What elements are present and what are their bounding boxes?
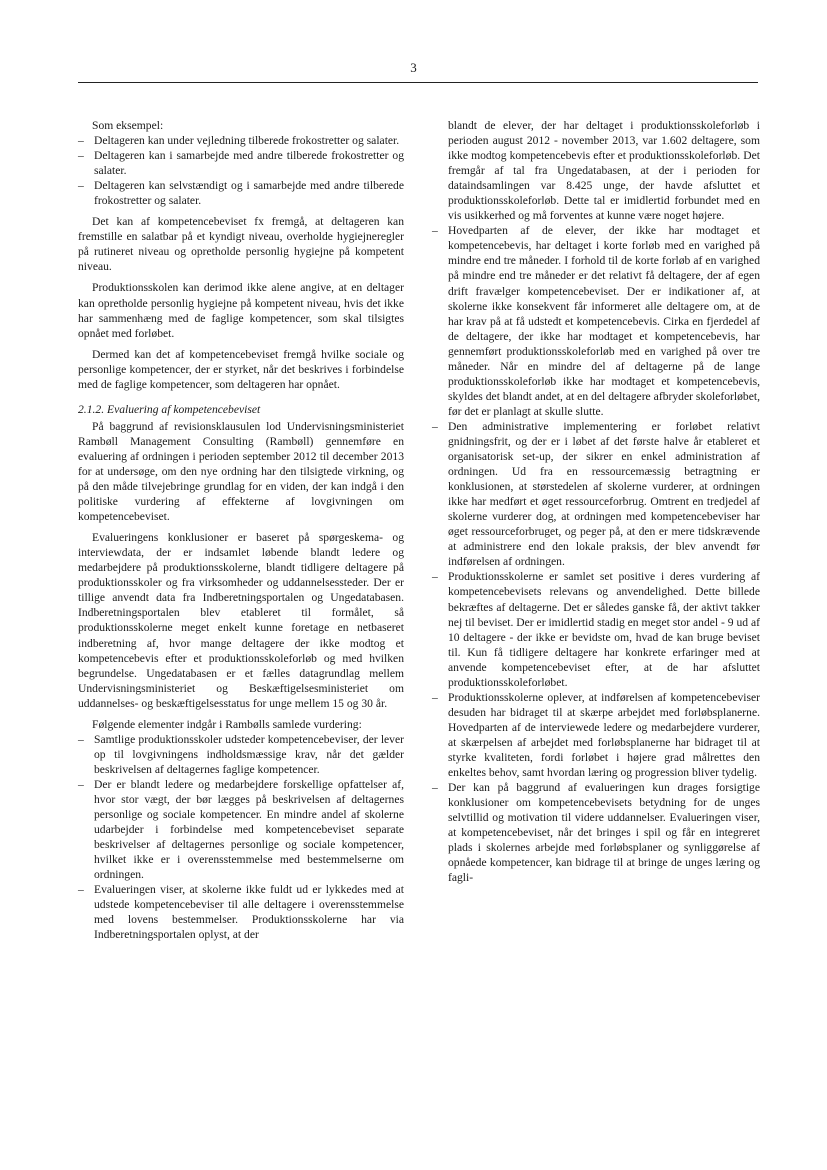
page-number: 3 (410, 60, 417, 75)
header-rule (78, 82, 758, 83)
list-item: – Produktionsskolerne oplever, at indførelsen af kompetencebeviser desuden har bidraget til at skærpe arbejdet med forløbsplanerne. Hovedparten af de interviewede ledere og medarbejdere vurderer, at skærpelsen af arbejdet med forløbsplanerne har bidraget til at styrke kvaliteten, fordi forløbet i højere grad målrettes den enkeltes behov, samt hvordan læring og progression bliver tydelig. (432, 690, 760, 780)
list-item: – Deltageren kan under vejledning tilberede frokostretter og salater. (78, 133, 404, 148)
paragraph: På baggrund af revisionsklausulen lod Undervisningsministeriet Rambøll Management Consulting (Rambøll) gennemføre en evaluering af ordningen i perioden september 2012 til december 2013 for at undersøge, om den nye ordning har den tilsigtede virkning, og på den måde tilvejebringe grundlag for en viden, der kan indgå i den politiske vurdering af effekterne af lovgivningen om kompetencebeviset. (78, 419, 404, 524)
list-item: – Den administrative implementering er forløbet relativt gnidningsfrit, og der er i løbet af det første halve år etableret et organisatorisk set-up, der sikrer en enkel administration af ordningen. Ud fra en ressourcemæssig betragtning er konklusionen, at størstedelen af skolerne vurderer, at ordningen ikke har medført et øget ressourceforbrug. Omtrent en tredjedel af skolerne vurderer dog, at ordningen med kompetencebeviser har øget ressourceforbruget, og peger på, at den er mere tidskrævende at administrere end den lokale praksis, der blev anvendt før indførelsen af ordningen. (432, 419, 760, 569)
paragraph: Dermed kan det af kompetencebeviset fremgå hvilke sociale og personlige kompetencer, der er styrket, når det beskrives i forbindelse med de faglige kompetencer, som deltageren har opnået. (78, 347, 404, 391)
paragraph: Følgende elementer indgår i Rambølls samlede vurdering: (92, 717, 362, 731)
left-column (78, 118, 404, 948)
paragraph: Det kan af kompetencebeviset fx fremgå, at deltageren kan fremstille en salatbar på et kyndigt niveau, overholde hygiejneregler på rutineret niveau og opretholde personlig hygiejne på kompetent niveau. (78, 215, 404, 274)
example-intro: Som eksempel: (92, 119, 164, 132)
example-list (78, 133, 404, 208)
findings-list-continued (432, 118, 760, 885)
findings-list (78, 732, 404, 943)
list-item: – Deltageren kan selvstændigt og i samarbejde med andre tilberede frokostretter og salater. (78, 178, 404, 208)
paragraph: Produktionsskolen kan derimod ikke alene angive, at en deltager kan opretholde personlig hygiejne på kompetent niveau, hvis det ikke har sammenhæng med de faglige kompetencer, som skal tilsigtes opnået med forløbet. (78, 281, 404, 340)
right-column (432, 118, 760, 891)
section-heading: 2.1.2. Evaluering af kompetencebeviset (78, 402, 261, 416)
list-item: – Samtlige produktionsskoler udsteder kompetencebeviser, der lever op til lovgivningens indholdsmæssige krav, når det gælder beskrivelsen af deltagernes faglige kompetencer. (78, 732, 404, 777)
list-item: – Der kan på baggrund af evalueringen kun drages forsigtige konklusioner om kompetencebevisets betydning for de unges selvtillid og motivation til videre uddannelser. Evalueringen viser, at kompetencebeviset, når det bringes i spil og får en integreret plads i skolernes arbejde med forløbsplaner og synliggørelse af opnåede kompetencer, kan bidrage til at bringe de unges læring og fagli- (432, 780, 760, 885)
list-item: – Hovedparten af de elever, der ikke har modtaget et kompetencebevis, har deltaget i korte forløb med en varighed på mindre end tre måneder. I forhold til de korte forløb af en varighed på mindre end tre måneder er det relativt få deltagere, der af egen drift fravælger kompetencebeviset. Der er indikationer af, at skolerne ikke konsekvent får informeret alle deltagere om, at de har krav på at få udstedt et kompetencebevis. Cirka en fjerdedel af de deltagere, der ikke har modtaget et kompetencebevis, har gennemført produktionsskoleforløb med en varighed på over tre måneder. Når en mindre del af deltagerne på de lange produktionsskoleforløb ikke har modtaget et kompetencebevis, skyldes det blandt andet, at en del deltagere afbryder skoleforløbet, før det er planlagt at skulle slutte. (432, 223, 760, 419)
list-item: – Der er blandt ledere og medarbejdere forskellige opfattelser af, hvor stor vægt, der bør lægges på beskrivelsen af deltagernes personlige og sociale kompetencer. En mindre andel af skolerne udarbejder i forbindelse med kompetencebeviset separate beskrivelser af deltagernes personlige og sociale kompetencer, hvilket ikke er i overensstemmelse med bestemmelserne om ordningen. (78, 777, 404, 882)
list-item: – Produktionsskolerne er samlet set positive i deres vurdering af kompetencebevisets relevans og anvendelighed. Dette billede bekræftes af deltagerne. Det er således ganske få, der aktivt takker nej til beviset. Der er imidlertid stadig en meget stor andel - 9 ud af 10 deltagere - der ikke er bevidste om, hvad de kan bruge beviset til. Kun få tidligere deltagere har konkrete erfaringer med at anvende kompetencebeviset efter, at de har afsluttet produktionsskoleforløbet. (432, 569, 760, 689)
list-item: – Deltageren kan i samarbejde med andre tilberede frokostretter og salater. (78, 148, 404, 178)
paragraph: Evalueringens konklusioner er baseret på spørgeskema- og interviewdata, der er indsamlet løbende blandt ledere og medarbejdere på produktionsskolerne, blandt tidligere deltagere på produktionsskoler og fra virksomheder og uddannelsessteder. Der er tillige anvendt data fra Indberetningsportalen og Ungedatabasen. Indberetningsportalen blev etableret til formålet, så produktionsskolerne meget enkelt kunne foretage en netbaseret indberetning af, hvor mange deltagere der ikke modtog et kompetencebevis efter et produktionsskoleforløb og med hvilken begrundelse. Ungedatabasen er et fælles datagrundlag mellem Undervisningsministeriet og Beskæftigelsesministeriet om uddannelses- og beskæftigelsesstatus for unge mellem 15 og 30 år. (78, 531, 404, 710)
list-item: – Evalueringen viser, at skolerne ikke fuldt ud er lykkedes med at udstede kompetencebeviser til alle deltagere i overensstemmelse med lovens bestemmelser. Produktionsskolerne har via Indberetningsportalen oplyst, at der (78, 882, 404, 942)
list-item-continuation: blandt de elever, der har deltaget i produktionsskoleforløb i perioden august 2012 - november 2013, var 1.602 deltagere, som ikke modtog kompetencebevis efter et produktionsskoleforløb. Det fremgår af tal fra Ungedatabasen, at der i perioden for dataindsamlingen var 8.425 unge, der havde afsluttet et produktionsskoleforløb. Dette tal er imidlertid forbundet med en vis usikkerhed og må forventes at kunne være noget højere. (448, 119, 760, 223)
